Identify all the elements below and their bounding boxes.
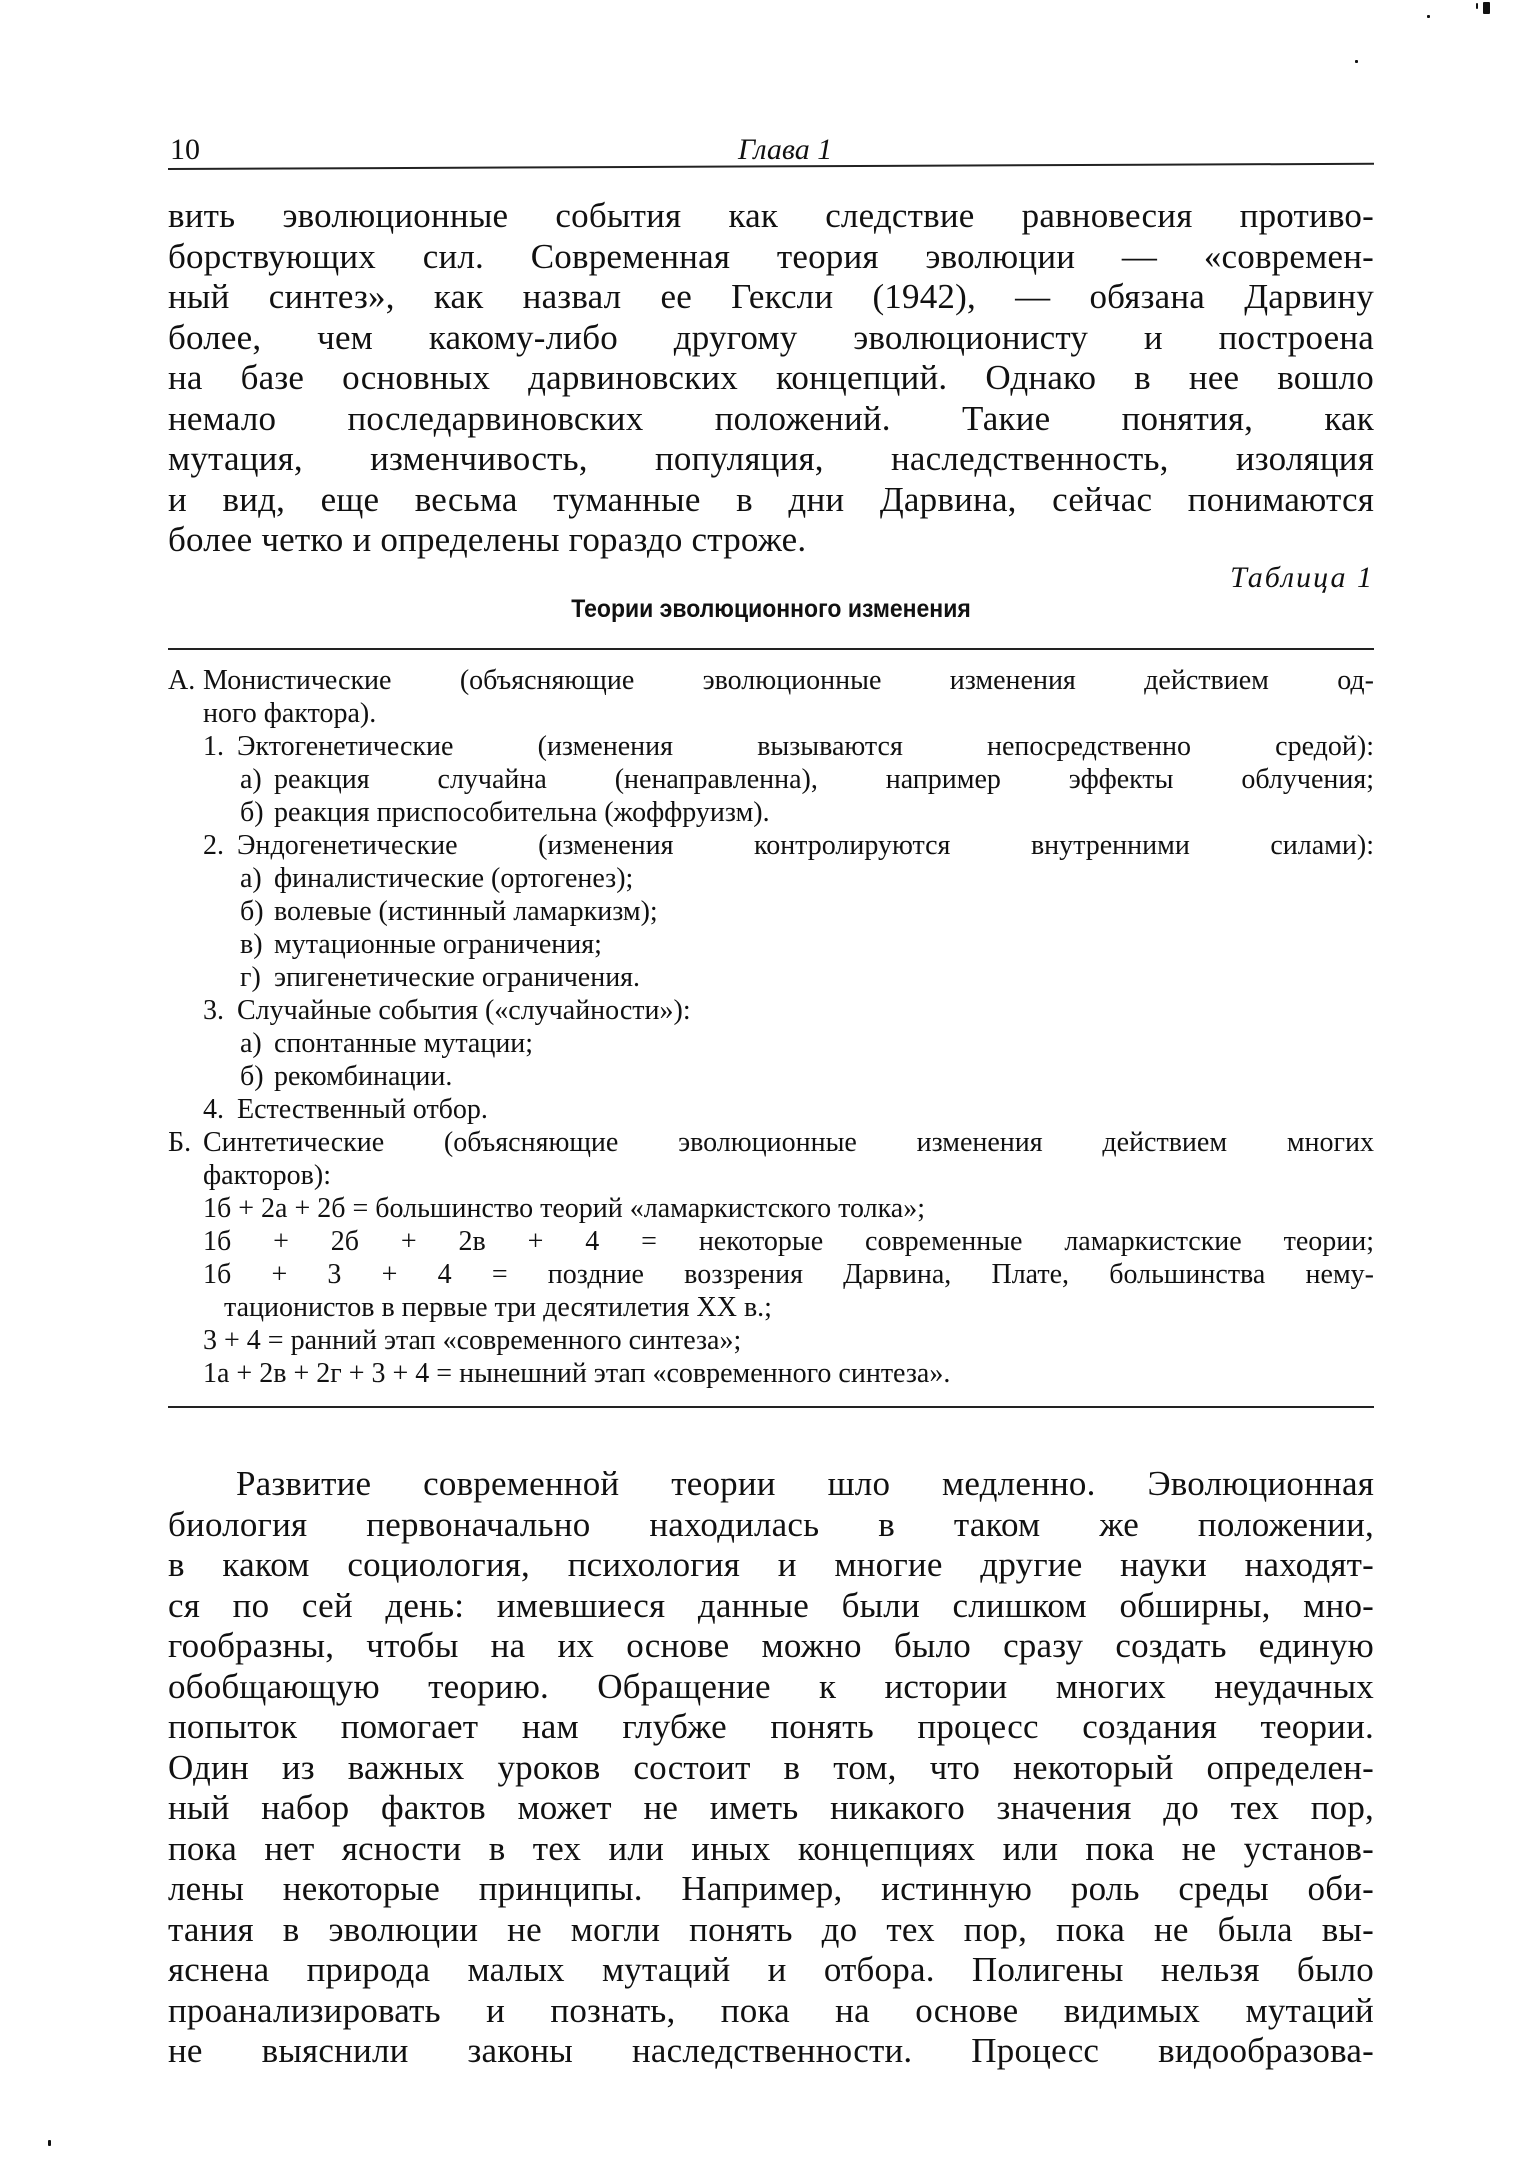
text-line: немало последарвиновских положений. Такие понятия, как: [168, 398, 1374, 438]
chapter-title: Глава 1: [738, 133, 833, 166]
section-b-text: Синтетические (объясняющие эволюционные изменения действием многих: [203, 1127, 1374, 1158]
formula-line: 1б + 3 + 4 = поздние воззрения Дарвина, Плате, большинства нему-: [203, 1259, 1374, 1290]
sub-item: [168, 1060, 1374, 1093]
section-a-heading-cont: ного фактора).: [203, 698, 377, 729]
text-line: в каком социология, психология и многие другие науки находят-: [168, 1545, 1374, 1584]
text-line: гообразны, чтобы на их основе можно было сразу создать единую: [168, 1626, 1374, 1665]
page-number: 10: [170, 133, 200, 166]
section-b-heading: [168, 1126, 1374, 1159]
sub-item: [168, 1027, 1374, 1060]
text-line: более четко и определены гораздо строже.: [168, 520, 807, 559]
sub-item: [168, 862, 1374, 895]
subitem-marker: б): [240, 1061, 264, 1092]
item-marker: 2.: [203, 830, 224, 861]
subitem-text: финалистические (ортогенез);: [274, 863, 634, 894]
item-text: Эндогенетические (изменения контролируются внутренними силами):: [237, 830, 1374, 861]
section-a-text: Монистические (объясняющие эволюционные изменения действием од-: [203, 665, 1374, 696]
text-line: борствующих сил. Современная теория эволюции — «современ-: [168, 236, 1374, 276]
table-label: Таблица 1: [1230, 561, 1374, 594]
subitem-marker: а): [240, 863, 262, 894]
text-line: вить эволюционные события как следствие равновесия противо-: [168, 196, 1374, 235]
formula-line: 1а + 2в + 2г + 3 + 4 = нынешний этап «современного синтеза».: [203, 1358, 951, 1389]
formula-line: 1б + 2а + 2б = большинство теорий «ламаркистского толка»;: [203, 1193, 925, 1224]
formula-line: 1б + 2б + 2в + 4 = некоторые современные ламаркистские теории;: [203, 1226, 1374, 1257]
scan-speck: [1483, 2, 1490, 14]
text-line: ся по сей день: имевшиеся данные были слишком обширны, мно-: [168, 1585, 1374, 1625]
scan-speck: [1427, 15, 1430, 18]
text-line: Развитие современной теории шло медленно. Эволюционная: [236, 1464, 1374, 1503]
section-marker: А.: [168, 665, 196, 696]
item-marker: 3.: [203, 995, 224, 1026]
table-bottom-rule: [168, 1406, 1374, 1408]
subitem-text: реакция случайна (ненаправленна), например эффекты облучения;: [274, 764, 1374, 795]
text-line: биология первоначально находилась в таком же положении,: [168, 1504, 1374, 1544]
sub-item: [168, 928, 1374, 961]
text-line: мутация, изменчивость, популяция, наследственность, изоляция: [168, 439, 1374, 478]
text-line: проанализировать и познать, пока на основе видимых мутаций: [168, 1990, 1374, 2030]
text-line: ный синтез», как назвал ее Гексли (1942), — обязана Дарвину: [168, 277, 1374, 316]
sub-item: [168, 763, 1374, 796]
text-line: пока нет ясности в тех или иных концепциях или пока не установ-: [168, 1828, 1374, 1868]
text-line: попыток помогает нам глубже понять процесс создания теории.: [168, 1707, 1374, 1746]
subitem-marker: г): [240, 962, 261, 993]
table-title: Теории эволюционного изменения: [571, 595, 971, 623]
scan-speck: [1355, 60, 1358, 63]
subitem-text: мутационные ограничения;: [274, 929, 602, 960]
subitem-text: реакция приспособительна (жоффруизм).: [274, 797, 770, 828]
text-line: более, чем какому-либо другому эволюционисту и построена: [168, 317, 1374, 357]
item-text: Случайные события («случайности»):: [237, 995, 691, 1026]
table-theories: [168, 664, 1374, 1390]
list-item: [168, 730, 1374, 763]
item-text: Эктогенетические (изменения вызываются непосредственно средой):: [237, 731, 1374, 762]
subitem-marker: а): [240, 764, 262, 795]
formula-line-cont: тационистов в первые три десятилетия XX в.;: [224, 1292, 772, 1323]
paragraph-2: [168, 1464, 1374, 2072]
list-item: [168, 1093, 1374, 1126]
subitem-text: волевые (истинный ламаркизм);: [274, 896, 658, 927]
subitem-text: эпигенетические ограничения.: [274, 962, 641, 993]
scan-speck: [48, 2140, 51, 2146]
list-item: [168, 994, 1374, 1027]
subitem-text: рекомбинации.: [274, 1061, 453, 1092]
item-text: Естественный отбор.: [237, 1094, 488, 1125]
text-line: лены некоторые принципы. Например, истинную роль среды оби-: [168, 1869, 1374, 1908]
scan-speck: [1476, 3, 1478, 9]
text-line: не выяснили законы наследственности. Процесс видообразова-: [168, 2031, 1374, 2070]
text-line: на базе основных дарвиновских концепций. Однако в нее вошло: [168, 358, 1374, 397]
sub-item: [168, 796, 1374, 829]
section-b-heading-cont: факторов):: [203, 1160, 331, 1191]
sub-item: [168, 961, 1374, 994]
sub-item: [168, 895, 1374, 928]
text-line: яснена природа малых мутаций и отбора. Полигены нельзя было: [168, 1950, 1374, 1989]
item-marker: 1.: [203, 731, 224, 762]
subitem-marker: б): [240, 896, 264, 927]
text-line: ный набор фактов может не иметь никакого значения до тех пор,: [168, 1788, 1374, 1827]
subitem-text: спонтанные мутации;: [274, 1028, 534, 1059]
text-line: и вид, еще весьма туманные в дни Дарвина, сейчас понимаются: [168, 479, 1374, 519]
text-line: обобщающую теорию. Обращение к истории многих неудачных: [168, 1666, 1374, 1706]
text-line: тания в эволюции не могли понять до тех пор, пока не была вы-: [168, 1909, 1374, 1949]
subitem-marker: а): [240, 1028, 262, 1059]
item-marker: 4.: [203, 1094, 224, 1125]
table-top-rule: [168, 648, 1374, 650]
subitem-marker: б): [240, 797, 264, 828]
section-a-heading: [168, 664, 1374, 697]
paragraph-1: [168, 196, 1374, 561]
subitem-marker: в): [240, 929, 263, 960]
text-line: Один из важных уроков состоит в том, что некоторый определен-: [168, 1747, 1374, 1787]
section-marker: Б.: [168, 1127, 192, 1158]
list-item: [168, 829, 1374, 862]
formula-line: 3 + 4 = ранний этап «современного синтеза»;: [203, 1325, 742, 1356]
